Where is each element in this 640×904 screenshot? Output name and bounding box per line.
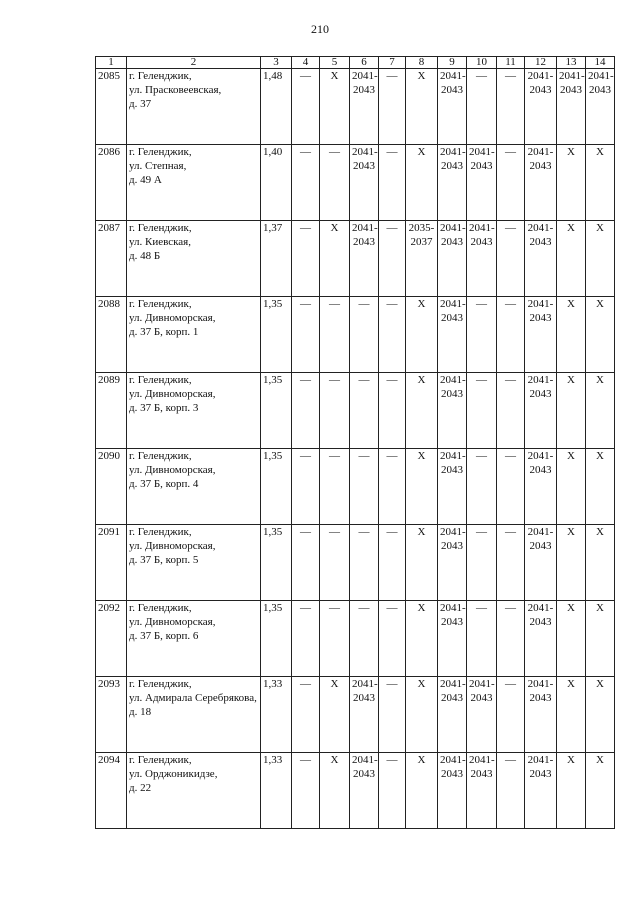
cell-value: Х — [406, 297, 438, 373]
cell-value: 2041- 2043 — [525, 373, 557, 449]
cell-value: Х — [406, 69, 438, 145]
cell-value: — — [320, 145, 350, 221]
cell-value: Х — [406, 145, 438, 221]
cell-value: — — [497, 145, 525, 221]
cell-value: Х — [320, 69, 350, 145]
column-header: 4 — [292, 57, 320, 69]
table-row — [96, 753, 615, 829]
cell-value: — — [497, 449, 525, 525]
cell-value: 2041- 2043 — [525, 297, 557, 373]
column-header: 3 — [261, 57, 292, 69]
table-row — [96, 69, 615, 145]
column-header: 6 — [350, 57, 379, 69]
cell-value: 2041- 2043 — [525, 601, 557, 677]
cell-value: 2041- 2043 — [438, 221, 467, 297]
cell-value: — — [379, 373, 406, 449]
registry-table — [95, 56, 615, 829]
cell-value: Х — [586, 525, 615, 601]
cell-value: — — [379, 753, 406, 829]
cell-value: — — [350, 601, 379, 677]
table-row — [96, 145, 615, 221]
column-header: 8 — [406, 57, 438, 69]
cell-value: — — [379, 297, 406, 373]
cell-value: 2041- 2043 — [350, 69, 379, 145]
cell-value: — — [379, 221, 406, 297]
cell-area: 1,48 — [261, 69, 292, 145]
cell-row-number: 2094 — [96, 753, 127, 829]
cell-value: — — [292, 677, 320, 753]
cell-address: г. Геленджик, ул. Прасковеевская, д. 37 — [127, 69, 261, 145]
cell-value: 2041- 2043 — [350, 145, 379, 221]
column-header: 10 — [467, 57, 497, 69]
table-row — [96, 601, 615, 677]
cell-value: Х — [557, 753, 586, 829]
cell-value: — — [467, 449, 497, 525]
column-header: 7 — [379, 57, 406, 69]
cell-value: Х — [586, 373, 615, 449]
cell-value: — — [497, 753, 525, 829]
cell-area: 1,35 — [261, 373, 292, 449]
cell-row-number: 2092 — [96, 601, 127, 677]
cell-value: 2041- 2043 — [438, 601, 467, 677]
cell-value: — — [350, 525, 379, 601]
cell-value: Х — [406, 601, 438, 677]
cell-value: 2041- 2043 — [525, 69, 557, 145]
cell-row-number: 2093 — [96, 677, 127, 753]
cell-value: — — [467, 525, 497, 601]
cell-value: — — [350, 373, 379, 449]
cell-value: — — [350, 297, 379, 373]
table-body — [96, 57, 615, 829]
cell-address: г. Геленджик, ул. Дивноморская, д. 37 Б, корп. 6 — [127, 601, 261, 677]
cell-value: 2041- 2043 — [438, 525, 467, 601]
table-row — [96, 525, 615, 601]
cell-area: 1,37 — [261, 221, 292, 297]
cell-value: — — [292, 601, 320, 677]
column-header: 9 — [438, 57, 467, 69]
cell-value: 2041- 2043 — [525, 221, 557, 297]
cell-value: 2041- 2043 — [586, 69, 615, 145]
cell-area: 1,35 — [261, 297, 292, 373]
cell-value: — — [497, 373, 525, 449]
cell-value: Х — [586, 601, 615, 677]
cell-value: — — [320, 449, 350, 525]
column-header: 2 — [127, 57, 261, 69]
cell-value: Х — [557, 601, 586, 677]
cell-address: г. Геленджик, ул. Дивноморская, д. 37 Б, корп. 4 — [127, 449, 261, 525]
cell-value: — — [497, 221, 525, 297]
cell-value: 2041- 2043 — [525, 677, 557, 753]
cell-value: — — [292, 753, 320, 829]
cell-value: Х — [320, 677, 350, 753]
cell-address: г. Геленджик, ул. Орджоникидзе, д. 22 — [127, 753, 261, 829]
cell-value: — — [497, 677, 525, 753]
cell-value: Х — [586, 297, 615, 373]
cell-value: Х — [586, 753, 615, 829]
cell-value: — — [292, 449, 320, 525]
cell-value: — — [497, 525, 525, 601]
cell-area: 1,35 — [261, 525, 292, 601]
table-row — [96, 449, 615, 525]
column-header: 13 — [557, 57, 586, 69]
column-header: 14 — [586, 57, 615, 69]
column-header: 11 — [497, 57, 525, 69]
cell-value: Х — [406, 449, 438, 525]
cell-area: 1,33 — [261, 753, 292, 829]
cell-value: Х — [557, 297, 586, 373]
cell-value: — — [320, 297, 350, 373]
cell-value: Х — [406, 677, 438, 753]
cell-value: — — [497, 297, 525, 373]
cell-value: — — [320, 373, 350, 449]
header-row — [96, 57, 615, 69]
column-header: 1 — [96, 57, 127, 69]
cell-value: 2041- 2043 — [467, 753, 497, 829]
cell-value: 2041- 2043 — [438, 753, 467, 829]
cell-value: Х — [586, 221, 615, 297]
cell-value: 2041- 2043 — [525, 525, 557, 601]
cell-value: — — [379, 69, 406, 145]
cell-value: — — [467, 297, 497, 373]
cell-value: — — [292, 69, 320, 145]
cell-value: 2041- 2043 — [438, 145, 467, 221]
cell-value: — — [379, 145, 406, 221]
cell-value: — — [467, 601, 497, 677]
cell-value: 2041- 2043 — [467, 145, 497, 221]
cell-value: Х — [586, 145, 615, 221]
cell-value: — — [467, 373, 497, 449]
cell-address: г. Геленджик, ул. Степная, д. 49 А — [127, 145, 261, 221]
cell-value: — — [379, 601, 406, 677]
cell-value: 2041- 2043 — [438, 449, 467, 525]
cell-value: 2035- 2037 — [406, 221, 438, 297]
column-header: 12 — [525, 57, 557, 69]
cell-row-number: 2088 — [96, 297, 127, 373]
cell-value: — — [292, 297, 320, 373]
cell-value: — — [292, 525, 320, 601]
cell-row-number: 2087 — [96, 221, 127, 297]
cell-address: г. Геленджик, ул. Киевская, д. 48 Б — [127, 221, 261, 297]
cell-value: 2041- 2043 — [467, 221, 497, 297]
cell-area: 1,33 — [261, 677, 292, 753]
cell-value: Х — [557, 221, 586, 297]
cell-value: — — [379, 677, 406, 753]
cell-value: 2041- 2043 — [438, 69, 467, 145]
cell-row-number: 2089 — [96, 373, 127, 449]
cell-value: — — [292, 145, 320, 221]
cell-area: 1,40 — [261, 145, 292, 221]
cell-value: — — [350, 449, 379, 525]
table-row — [96, 373, 615, 449]
cell-value: 2041- 2043 — [525, 753, 557, 829]
cell-value: 2041- 2043 — [438, 677, 467, 753]
cell-value: Х — [406, 373, 438, 449]
cell-value: Х — [557, 449, 586, 525]
cell-value: 2041- 2043 — [438, 373, 467, 449]
cell-value: — — [497, 601, 525, 677]
cell-row-number: 2086 — [96, 145, 127, 221]
cell-value: — — [379, 525, 406, 601]
cell-value: 2041- 2043 — [525, 449, 557, 525]
cell-row-number: 2091 — [96, 525, 127, 601]
cell-area: 1,35 — [261, 601, 292, 677]
cell-address: г. Геленджик, ул. Дивноморская, д. 37 Б, корп. 3 — [127, 373, 261, 449]
table-row — [96, 677, 615, 753]
cell-value: Х — [557, 677, 586, 753]
cell-value: — — [467, 69, 497, 145]
cell-value: Х — [406, 753, 438, 829]
cell-value: — — [497, 69, 525, 145]
cell-area: 1,35 — [261, 449, 292, 525]
cell-value: Х — [557, 525, 586, 601]
cell-value: — — [292, 221, 320, 297]
cell-value: 2041- 2043 — [350, 221, 379, 297]
table-row — [96, 221, 615, 297]
page-number: 210 — [311, 22, 329, 36]
cell-value: 2041- 2043 — [350, 677, 379, 753]
cell-row-number: 2090 — [96, 449, 127, 525]
cell-value: 2041- 2043 — [350, 753, 379, 829]
cell-address: г. Геленджик, ул. Дивноморская, д. 37 Б, корп. 1 — [127, 297, 261, 373]
cell-value: — — [320, 525, 350, 601]
column-header: 5 — [320, 57, 350, 69]
cell-address: г. Геленджик, ул. Адмирала Серебрякова, д. 18 — [127, 677, 261, 753]
cell-value: Х — [586, 677, 615, 753]
cell-value: Х — [320, 753, 350, 829]
cell-value: 2041- 2043 — [525, 145, 557, 221]
table-row — [96, 297, 615, 373]
cell-value: — — [379, 449, 406, 525]
cell-row-number: 2085 — [96, 69, 127, 145]
cell-value: Х — [586, 449, 615, 525]
cell-address: г. Геленджик, ул. Дивноморская, д. 37 Б, корп. 5 — [127, 525, 261, 601]
cell-value: 2041- 2043 — [438, 297, 467, 373]
cell-value: 2041- 2043 — [557, 69, 586, 145]
cell-value: Х — [557, 373, 586, 449]
cell-value: Х — [406, 525, 438, 601]
cell-value: — — [292, 373, 320, 449]
cell-value: Х — [557, 145, 586, 221]
cell-value: — — [320, 601, 350, 677]
cell-value: Х — [320, 221, 350, 297]
cell-value: 2041- 2043 — [467, 677, 497, 753]
